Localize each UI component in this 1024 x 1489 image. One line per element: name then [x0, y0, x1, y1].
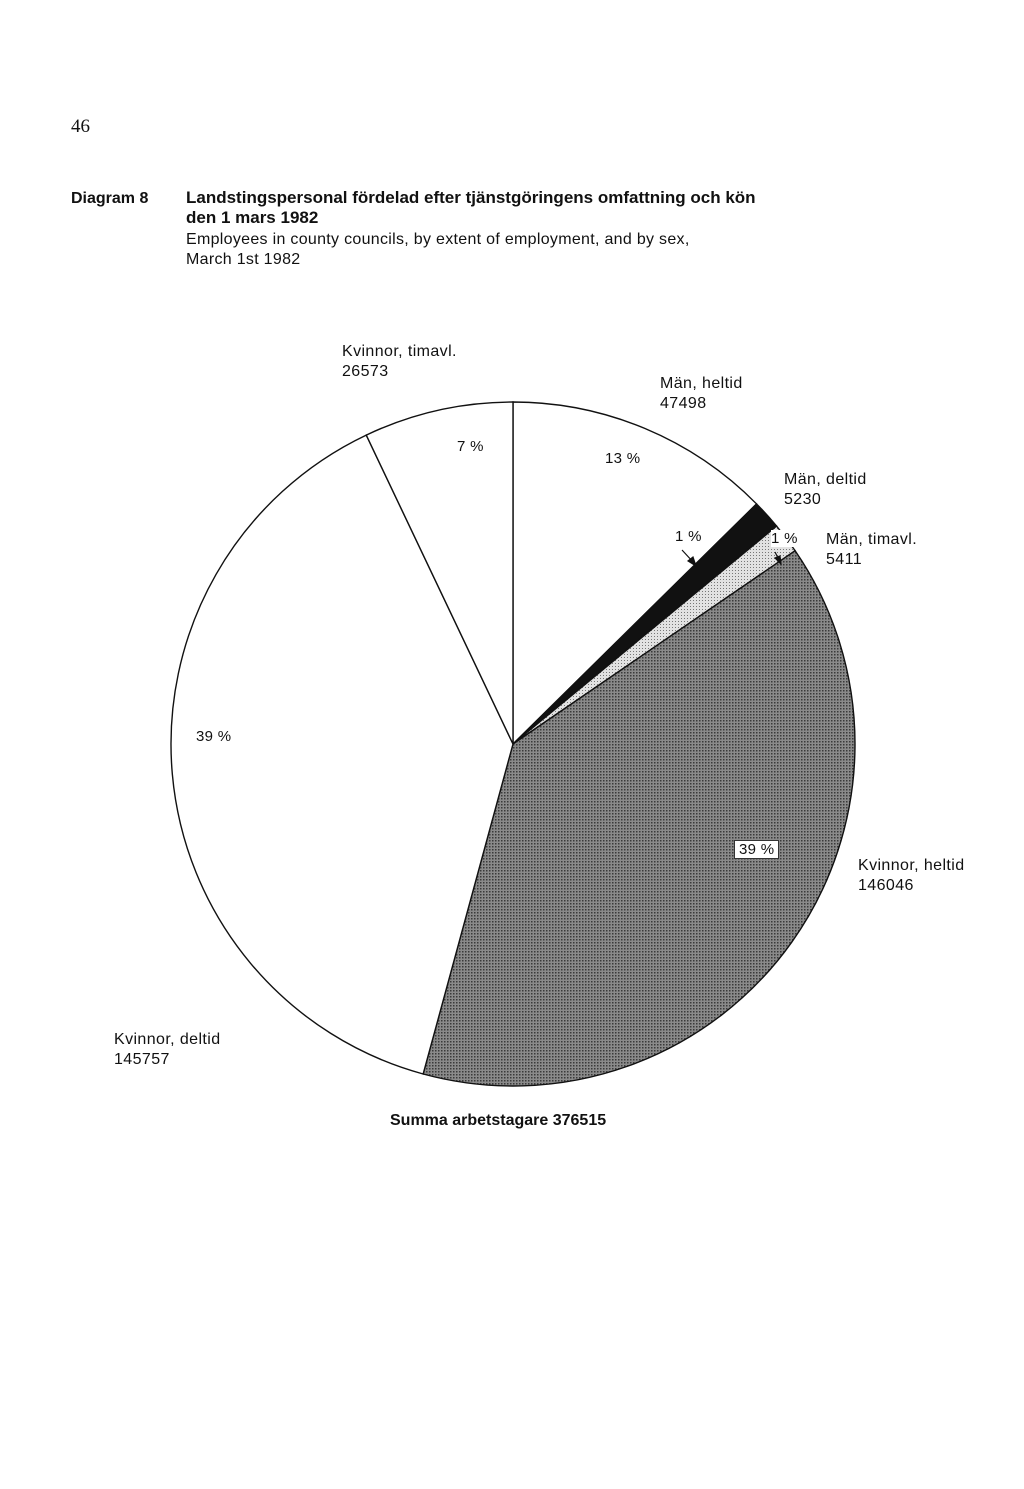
title-sv-line2: den 1 mars 1982: [186, 208, 319, 227]
label-man-heltid: [660, 374, 743, 414]
label-kvinnor-timavl-value: 26573: [342, 363, 389, 380]
total-label: Summa arbetstagare 376515: [390, 1112, 607, 1129]
diagram-label: Diagram 8: [71, 190, 149, 207]
label-kvinnor-deltid-value: 145757: [114, 1051, 170, 1068]
label-kvinnor-heltid-name: Kvinnor, heltid: [858, 857, 965, 874]
title-sv-line1: Landstingspersonal fördelad efter tjänstgöringens omfattning och kön: [186, 188, 756, 207]
pie-slices: [171, 402, 855, 1086]
pct-kvinnor-deltid: 39 %: [196, 728, 232, 745]
label-kvinnor-heltid-value: 146046: [858, 877, 914, 894]
label-kvinnor-heltid: [858, 856, 968, 896]
pct-kvinnor-heltid: 39 %: [734, 840, 779, 859]
label-kvinnor-timavl: [342, 342, 457, 382]
label-man-timavl-name: Män, timavl.: [826, 531, 918, 548]
label-kvinnor-timavl-name: Kvinnor, timavl.: [342, 343, 457, 360]
pct-man-timavl: 1 %: [771, 530, 798, 547]
label-man-deltid: [784, 470, 867, 510]
label-man-timavl: [826, 530, 917, 570]
title-en-line1: Employees in county councils, by extent of employment, and by sex,: [186, 231, 690, 248]
label-kvinnor-deltid: [114, 1030, 221, 1070]
label-man-heltid-value: 47498: [660, 395, 707, 412]
label-kvinnor-deltid-name: Kvinnor, deltid: [114, 1031, 221, 1048]
title-en-line2: March 1st 1982: [186, 251, 301, 268]
page-number: 46: [71, 116, 90, 137]
label-man-deltid-value: 5230: [784, 491, 822, 508]
label-man-deltid-name: Män, deltid: [784, 471, 867, 488]
pct-kvinnor-timavl: 7 %: [457, 438, 484, 455]
label-man-heltid-name: Män, heltid: [660, 375, 743, 392]
pct-man-deltid: 1 %: [675, 528, 702, 545]
label-man-timavl-value: 5411: [826, 551, 863, 568]
pct-man-heltid: 13 %: [605, 450, 641, 467]
